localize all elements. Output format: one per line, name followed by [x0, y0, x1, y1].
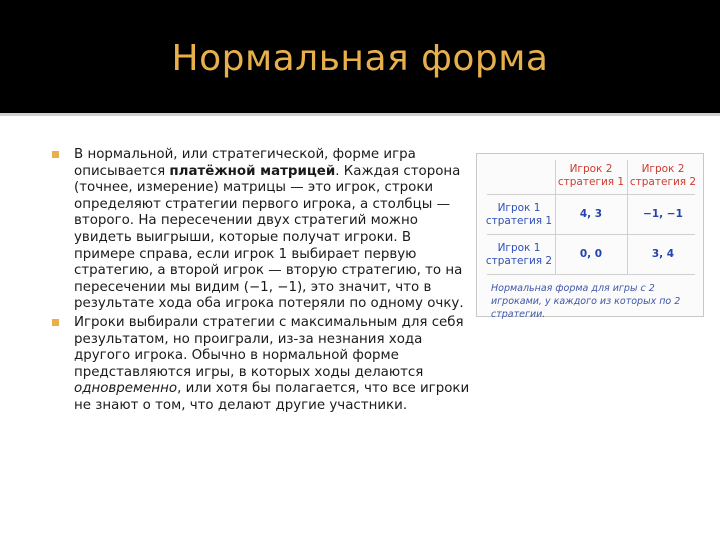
matrix-cell: 0, 0	[579, 248, 603, 260]
bullet-item-1	[52, 147, 472, 313]
matrix-divider	[487, 274, 695, 275]
col-header-1-strategy: стратегия 1	[557, 176, 625, 188]
bullet-1-text-end: . Каждая сторона (точнее, измерение) матрицы — это игрок, строки определяют стратегии первого игрока, а столбцы — второго. На пересечении двух стратегий можно увидеть выигрыши, которые получат игроки. В примере справа, если игрок 1 выбирает первую стратегию, а второй игрок — вторую стратегию, то на пересечении мы видим (−1, −1), это значит, что в результате хода оба игрока потеряли по одному очку.	[74, 163, 464, 312]
row-header-2	[485, 242, 553, 268]
bullet-2-italic-term: одновременно	[74, 381, 178, 397]
matrix-cell: 4, 3	[579, 208, 603, 220]
bullet-2-text-end: , или хотя бы полагается, что все игроки не знают о том, что делают другие участники.	[74, 381, 470, 413]
bullet-item-2	[52, 315, 472, 415]
bullet-1-bold-term: платёжной матрицей	[169, 163, 336, 179]
matrix-divider	[487, 234, 695, 235]
matrix-caption: Нормальная форма для игры с 2 игроками, у каждого из которых по 2 стратегии.	[491, 283, 681, 320]
slide-title: Нормальная форма	[171, 38, 549, 79]
col-header-1-player: Игрок 2	[569, 163, 613, 175]
bullet-2-text-start: Игроки выбирали стратегии с максимальным для себя результатом, но проиграли, из-за незнания хода другого игрока. Обычно в нормальной форме представляются игры, в которых ходы делаются	[74, 314, 464, 380]
col-header-2-strategy: стратегия 2	[629, 176, 697, 188]
matrix-divider	[487, 194, 695, 195]
title-divider	[0, 113, 720, 116]
payoff-matrix-figure	[476, 153, 704, 320]
matrix-cell: −1, −1	[643, 208, 683, 220]
bullet-1-text-start: В нормальной, или стратегической, форме игра описывается	[74, 147, 416, 179]
col-header-1	[557, 163, 625, 189]
bullet-marker-icon	[52, 319, 59, 326]
matrix-divider	[627, 160, 628, 274]
col-header-2-player: Игрок 2	[641, 163, 685, 175]
row-header-1-player: Игрок 1	[497, 202, 541, 214]
bullet-marker-icon	[52, 151, 59, 158]
row-header-2-strategy: стратегия 2	[485, 255, 553, 267]
col-header-2	[629, 163, 697, 189]
matrix-cell: 3, 4	[651, 248, 675, 260]
row-header-2-player: Игрок 1	[497, 242, 541, 254]
slide-body	[52, 147, 472, 415]
matrix-divider	[555, 160, 556, 274]
row-header-1	[485, 202, 553, 228]
row-header-1-strategy: стратегия 1	[485, 215, 553, 227]
